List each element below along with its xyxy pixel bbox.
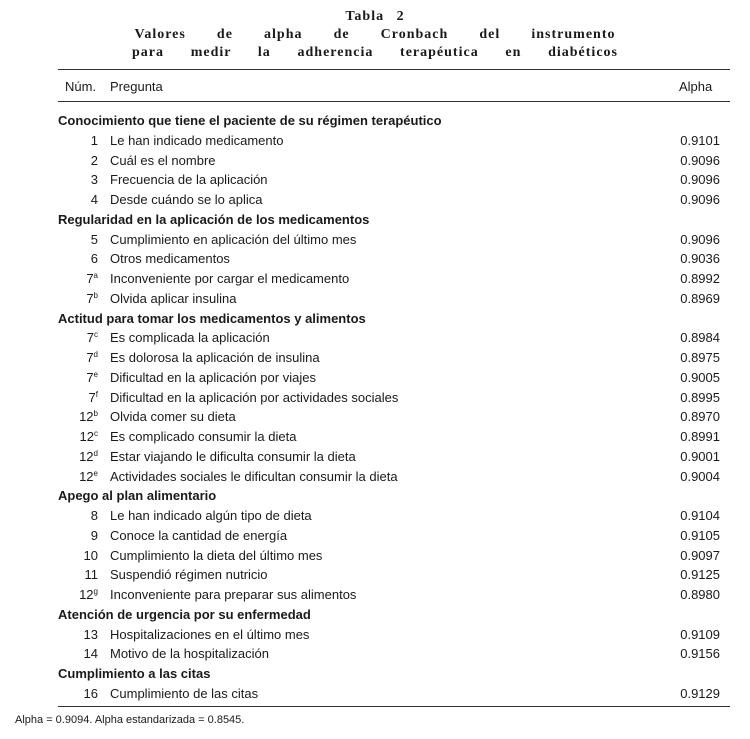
header-question: Pregunta	[110, 79, 163, 94]
item-number-value: 13	[83, 626, 98, 642]
item-number-value: 2	[90, 152, 98, 168]
question-text: Olvida aplicar insulina	[110, 290, 237, 306]
item-number	[58, 328, 98, 348]
footnote: Alpha = 0.9094. Alpha estandarizada = 0.8545.	[15, 714, 245, 726]
question-text: Inconveniente por cargar el medicamento	[110, 271, 350, 286]
item-number	[58, 249, 98, 269]
item-number-superscript: c	[94, 330, 98, 340]
item-number-value: 5	[90, 231, 98, 247]
bottom-rule	[58, 706, 730, 707]
item-number-value: 12	[79, 409, 94, 425]
alpha-value: 0.9005	[680, 369, 720, 385]
alpha-value: 0.9101	[680, 132, 720, 148]
table-title	[0, 8, 750, 62]
table-row	[58, 230, 730, 250]
item-number-value: 7	[88, 389, 96, 405]
item-number-value: 7	[86, 369, 94, 385]
table-row	[58, 625, 730, 645]
question-text: Hospitalizaciones en el último mes	[110, 626, 310, 642]
item-number-value: 7	[86, 350, 94, 365]
item-number-value: 10	[83, 547, 98, 563]
alpha-value: 0.9036	[680, 251, 720, 267]
table-row	[58, 585, 730, 605]
table-row	[58, 388, 730, 408]
alpha-value: 0.8992	[680, 271, 720, 286]
item-number-value: 7	[86, 330, 94, 346]
alpha-value: 0.8969	[680, 290, 720, 306]
alpha-value: 0.9096	[680, 192, 720, 207]
item-number	[58, 151, 98, 171]
table-row	[58, 151, 730, 171]
alpha-value: 0.9096	[680, 152, 720, 168]
item-number-superscript: d	[93, 448, 98, 458]
question-text: Le han indicado medicamento	[110, 132, 284, 148]
question-text: Estar viajando le dificulta consumir la dieta	[110, 448, 356, 464]
question-text: Cumplimiento la dieta del último mes	[110, 547, 323, 563]
question-text: Cumplimiento en aplicación del último mes	[110, 231, 357, 247]
item-number-superscript: b	[93, 409, 98, 419]
question-text: Olvida comer su dieta	[110, 409, 236, 425]
item-number	[58, 427, 98, 447]
table-row	[58, 348, 730, 368]
item-number-value: 7	[86, 271, 94, 286]
item-number-value: 12	[79, 587, 94, 602]
alpha-value: 0.9097	[680, 547, 720, 563]
section-heading: Apego al plan alimentario	[58, 488, 217, 504]
table-row	[58, 407, 730, 427]
table-row	[58, 289, 730, 309]
question-text: Motivo de la hospitalización	[110, 646, 269, 662]
item-number	[58, 230, 98, 250]
alpha-value: 0.9096	[680, 231, 720, 247]
section-heading: Atención de urgencia por su enfermedad	[58, 606, 311, 622]
alpha-value: 0.9156	[680, 646, 720, 662]
alpha-value: 0.9105	[680, 527, 720, 543]
alpha-value: 0.9125	[680, 567, 720, 583]
table-row	[58, 467, 730, 487]
header-num: Núm.	[65, 79, 97, 94]
item-number	[58, 368, 98, 388]
table-row	[58, 190, 730, 210]
item-number-superscript: d	[93, 350, 98, 359]
section-heading: Regularidad en la aplicación de los medicamentos	[58, 211, 370, 227]
question-text: Desde cuándo se lo aplica	[110, 192, 263, 207]
item-number	[58, 269, 98, 289]
item-number-value: 4	[90, 192, 98, 207]
alpha-value: 0.9104	[680, 508, 720, 523]
table-row	[58, 249, 730, 269]
question-text: Es complicada la aplicación	[110, 330, 270, 346]
item-number	[58, 585, 98, 605]
question-text: Le han indicado algún tipo de dieta	[110, 508, 312, 523]
table-row	[58, 269, 730, 289]
item-number	[58, 506, 98, 526]
alpha-value: 0.9109	[680, 626, 720, 642]
section-heading: Conocimiento que tiene el paciente de su régimen terapéutico	[58, 113, 442, 128]
item-number-superscript: c	[94, 429, 98, 438]
alpha-value: 0.8980	[680, 587, 720, 602]
item-number-superscript: b	[93, 290, 98, 300]
item-number	[58, 644, 98, 664]
item-number	[58, 289, 98, 309]
table-body	[58, 111, 730, 704]
item-number-value: 12	[79, 429, 94, 444]
alpha-value: 0.8991	[680, 429, 720, 444]
table-caption-line-2: para medir la adherencia terapéutica en diabéticos	[132, 45, 618, 60]
item-number-superscript: g	[93, 587, 98, 596]
top-rule	[58, 69, 730, 70]
item-number-value: 9	[90, 527, 98, 543]
item-number	[58, 447, 98, 467]
table-row	[58, 526, 730, 546]
table-caption-line-1: Valores de alpha de Cronbach del instrumento	[134, 27, 616, 42]
item-number-value: 1	[90, 132, 98, 148]
item-number	[58, 131, 98, 151]
alpha-value: 0.8984	[680, 330, 720, 346]
header-alpha: Alpha	[679, 79, 713, 94]
item-number	[58, 467, 98, 487]
table-number: Tabla 2	[345, 9, 405, 24]
item-number-value: 7	[86, 290, 94, 306]
item-number	[58, 348, 98, 368]
item-number	[58, 625, 98, 645]
item-number	[58, 526, 98, 546]
item-number	[58, 190, 98, 210]
table-row	[58, 368, 730, 388]
alpha-value: 0.8975	[680, 350, 720, 365]
item-number-superscript: e	[93, 369, 98, 379]
question-text: Es complicado consumir la dieta	[110, 429, 297, 444]
item-number-value: 16	[83, 685, 98, 701]
table-row	[58, 506, 730, 526]
table-row	[58, 131, 730, 151]
item-number	[58, 388, 98, 408]
question-text: Dificultad en la aplicación por viajes	[110, 369, 316, 385]
section-heading: Actitud para tomar los medicamentos y alimentos	[58, 310, 366, 326]
item-number-value: 6	[90, 251, 98, 267]
question-text: Suspendió régimen nutricio	[110, 567, 268, 583]
table-row	[58, 447, 730, 467]
item-number	[58, 170, 98, 190]
alpha-value: 0.9096	[680, 172, 720, 188]
item-number-value: 3	[90, 172, 98, 188]
question-text: Cumplimiento de las citas	[110, 685, 259, 701]
item-number-value: 12	[79, 468, 94, 484]
question-text: Es dolorosa la aplicación de insulina	[110, 350, 320, 365]
table-row	[58, 644, 730, 664]
header-rule	[58, 101, 730, 102]
item-number-value: 8	[90, 508, 98, 523]
table-row	[58, 684, 730, 704]
section-heading: Cumplimiento a las citas	[58, 666, 211, 681]
alpha-value: 0.9129	[680, 685, 720, 701]
question-text: Actividades sociales le dificultan consumir la dieta	[110, 468, 398, 484]
alpha-value: 0.8970	[680, 409, 720, 425]
question-text: Conoce la cantidad de energía	[110, 527, 288, 543]
item-number	[58, 684, 98, 704]
item-number-superscript: f	[95, 389, 98, 399]
alpha-value: 0.9001	[680, 448, 720, 464]
alpha-value: 0.9004	[680, 468, 720, 484]
item-number-value: 14	[83, 646, 98, 662]
table-row	[58, 328, 730, 348]
item-number-value: 12	[79, 448, 94, 464]
question-text: Inconveniente para preparar sus alimentos	[110, 587, 357, 602]
item-number-value: 11	[84, 567, 98, 583]
item-number	[58, 407, 98, 427]
alpha-value: 0.8995	[680, 389, 720, 405]
question-text: Frecuencia de la aplicación	[110, 172, 268, 188]
table-row	[58, 427, 730, 447]
question-text: Dificultad en la aplicación por actividades sociales	[110, 389, 399, 405]
table-row	[58, 170, 730, 190]
question-text: Cuál es el nombre	[110, 152, 216, 168]
item-number	[58, 546, 98, 566]
item-number	[58, 565, 98, 585]
table-row	[58, 546, 730, 566]
table-row	[58, 565, 730, 585]
item-number-superscript: a	[93, 271, 98, 280]
item-number-superscript: e	[93, 468, 98, 478]
question-text: Otros medicamentos	[110, 251, 230, 267]
